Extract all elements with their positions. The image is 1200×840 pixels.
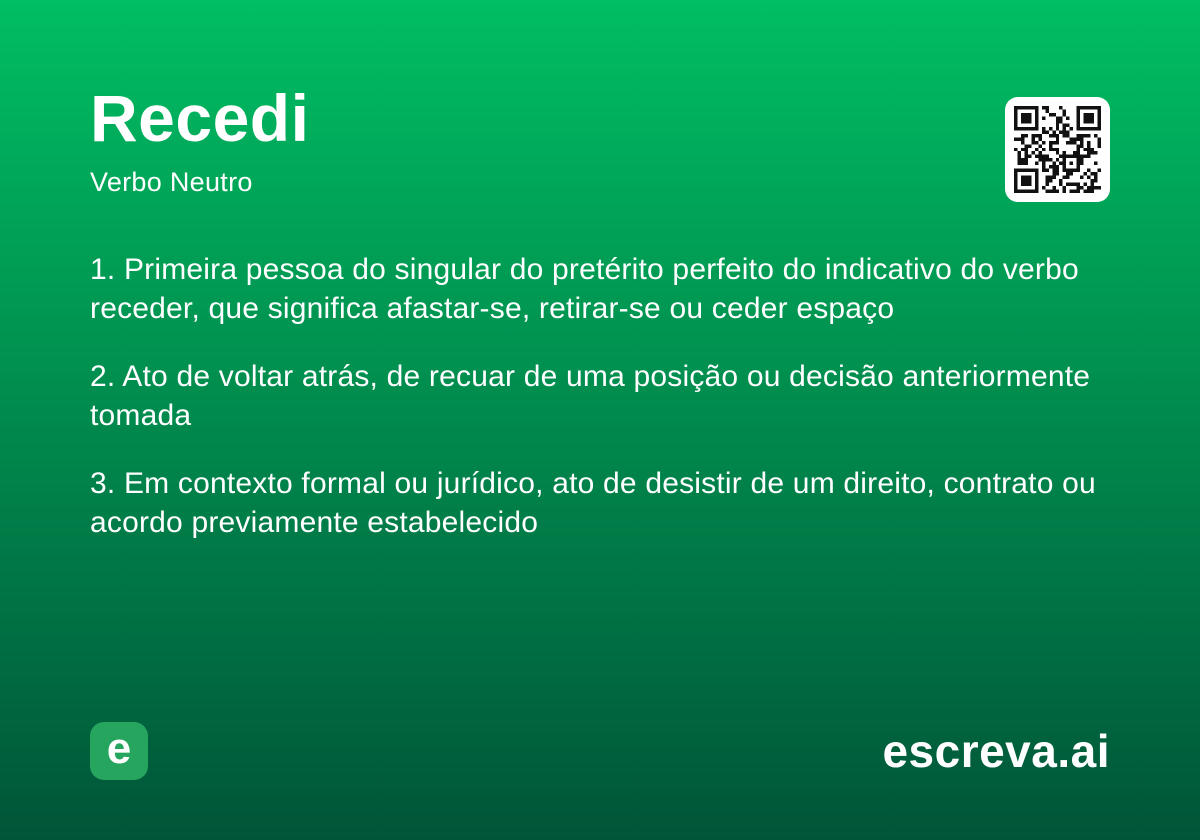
logo-letter-e: e xyxy=(106,724,132,773)
qr-code xyxy=(1005,97,1110,202)
brand-name: escreva.ai xyxy=(882,725,1110,777)
definition-item-3: 3. Em contexto formal ou jurídico, ato de desistir de um direito, contrato ou acordo previamente estabelecido xyxy=(90,467,1096,540)
card-content xyxy=(90,81,1110,542)
qr-code-pattern xyxy=(1014,106,1101,193)
definition-item-2: 2. Ato de voltar atrás, de recuar de uma posição ou decisão anteriormente tomada xyxy=(90,360,1091,433)
word-category: Verbo Neutro xyxy=(90,167,253,198)
definition-item-1: 1. Primeira pessoa do singular do pretérito perfeito do indicativo do verbo receder, que significa afastar-se, retirar-se ou ceder espaço xyxy=(90,253,1079,326)
brand-logo xyxy=(90,722,148,780)
word-title: Recedi xyxy=(90,81,310,155)
definition-list xyxy=(90,250,1110,542)
